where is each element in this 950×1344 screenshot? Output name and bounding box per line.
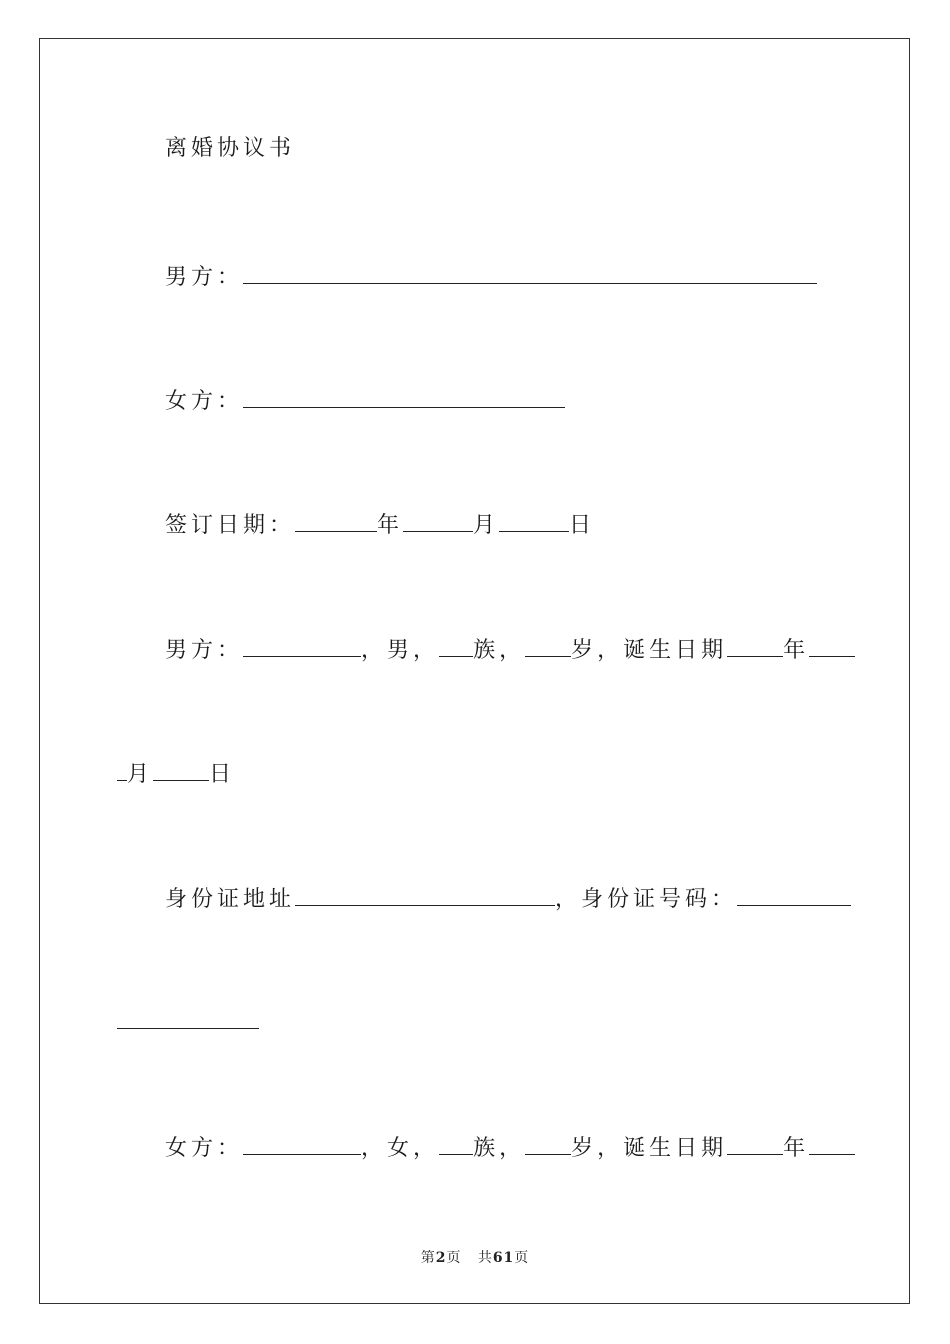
male-birth-year-blank[interactable] [727, 636, 783, 657]
id-number-blank[interactable] [737, 885, 851, 906]
male-ethnic-blank[interactable] [439, 636, 473, 657]
page-frame [39, 38, 910, 1304]
female-age-blank[interactable] [525, 1134, 571, 1155]
sign-day-blank[interactable] [499, 511, 569, 532]
id-number-blank-cont[interactable] [117, 1008, 259, 1029]
female-detail-name-blank[interactable] [243, 1134, 361, 1155]
sign-date-line: 签订日期： 年 月 日 [165, 513, 596, 538]
male-birth-day-blank[interactable] [153, 760, 209, 781]
female-birth-year-blank[interactable] [727, 1134, 783, 1155]
male-details-line-2: 月 日 [117, 760, 235, 788]
male-age-blank[interactable] [525, 636, 571, 657]
sign-month-blank[interactable] [403, 511, 473, 532]
id-info-line-2 [117, 1008, 259, 1036]
id-address-blank[interactable] [295, 885, 555, 906]
female-name-blank[interactable] [243, 387, 565, 408]
male-party-line: 男方： [165, 263, 817, 291]
male-detail-name-blank[interactable] [243, 636, 361, 657]
male-name-blank[interactable] [243, 263, 817, 284]
male-details-line: 男方： ，男， 族， 岁，诞生日期 年 [165, 636, 855, 664]
male-birth-month-blank[interactable] [809, 636, 855, 657]
sign-year-blank[interactable] [295, 511, 377, 532]
female-birth-month-blank[interactable] [809, 1134, 855, 1155]
id-info-line: 身份证地址 ，身份证号码： [165, 885, 851, 913]
female-party-line: 女方： [165, 387, 565, 415]
female-details-line: 女方： ，女， 族， 岁，诞生日期 年 [165, 1134, 855, 1162]
page-number-footer: 第2页 共61页 [420, 1250, 530, 1266]
document-title: 离婚协议书 [165, 136, 296, 161]
female-ethnic-blank[interactable] [439, 1134, 473, 1155]
